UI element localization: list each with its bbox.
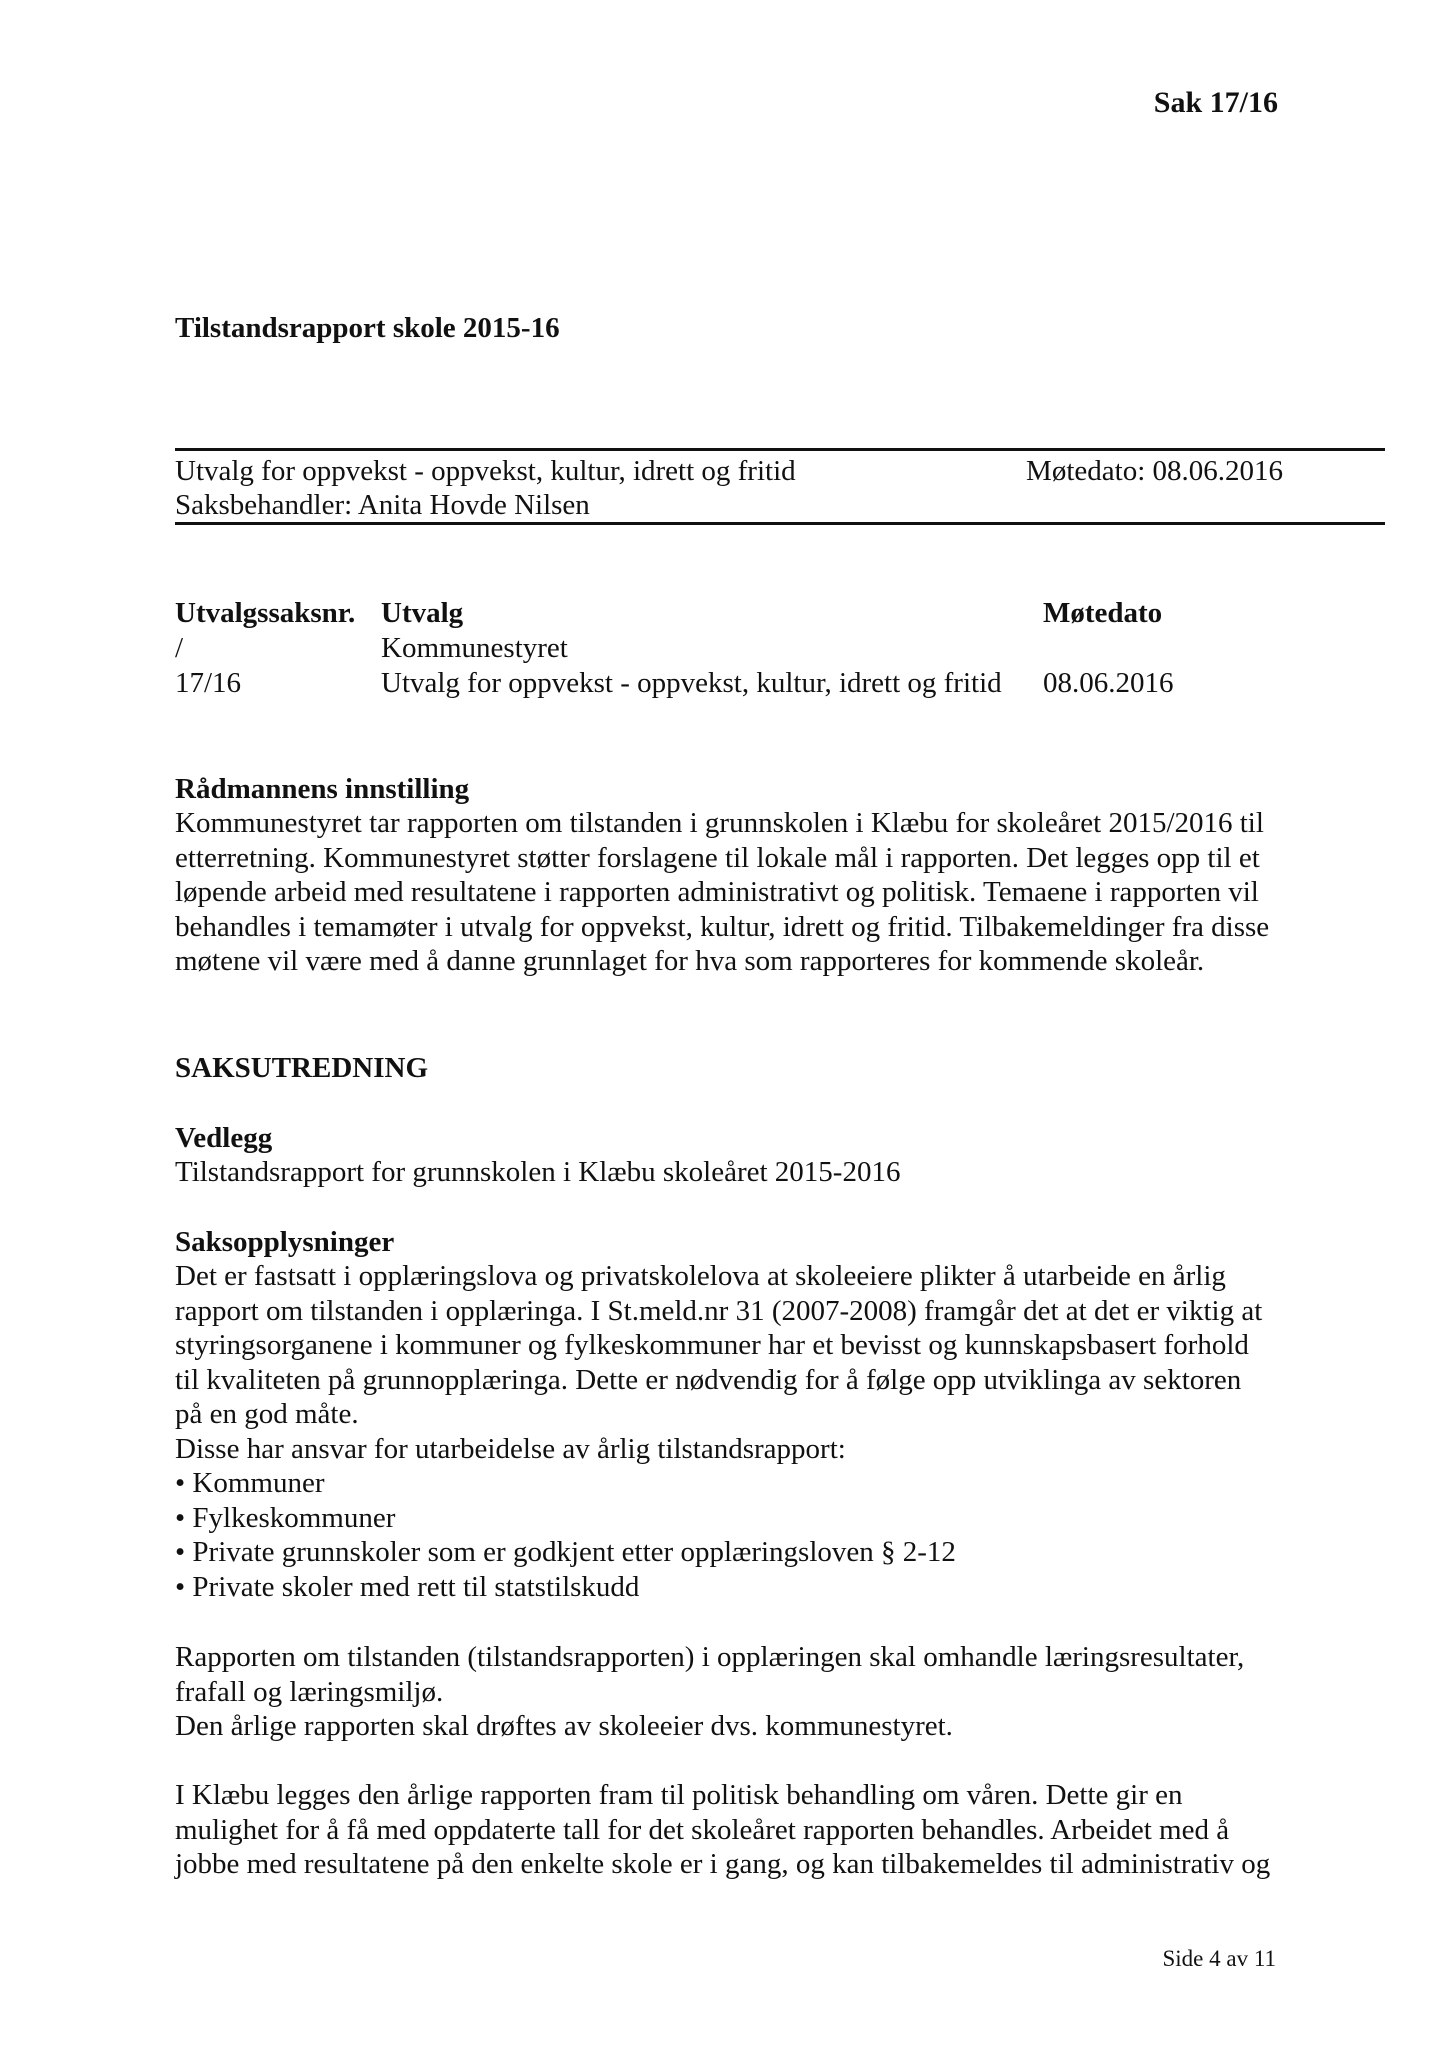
list-item: • Private skoler med rett til statstilskudd [175, 1570, 640, 1603]
text-line: møtene vil være med å danne grunnlaget for hva som rapporteres for kommende skoleår. [175, 945, 1205, 977]
table-header-date: Møtedato [1043, 597, 1163, 629]
text-line: Rapporten om tilstanden (tilstandsrapporten) i opplæringen skal omhandle læringsresultater, [175, 1641, 1245, 1673]
bottom-rule [175, 522, 1385, 525]
case-info-paragraph-3 [175, 1778, 1270, 1882]
text-line: rapport om tilstanden i opplæringa. I St.meld.nr 31 (2007-2008) framgår det at det er viktig at [175, 1294, 1263, 1327]
list-item: • Private grunnskoler som er godkjent etter opplæringsloven § 2-12 [175, 1536, 956, 1568]
committee-name: Utvalg for oppvekst - oppvekst, kultur, idrett og fritid [175, 455, 796, 487]
text-line: jobbe med resultatene på den enkelte skole er i gang, og kan tilbakemeldes til administrativ og [175, 1848, 1271, 1880]
case-info-paragraph-2 [175, 1640, 1244, 1744]
text-line: behandles i temamøter i utvalg for oppvekst, kultur, idrett og fritid. Tilbakemeldinger fra disse [175, 910, 1270, 943]
attachment-item: Tilstandsrapport for grunnskolen i Klæbu skoleåret 2015-2016 [175, 1156, 901, 1188]
list-item: • Fylkeskommuner [175, 1501, 396, 1534]
text-line: mulighet for å få med oppdaterte tall for det skoleåret rapporten behandles. Arbeidet med å [175, 1813, 1230, 1846]
recommendation-heading: Rådmannens innstilling [175, 773, 470, 805]
text-line: I Klæbu legges den årlige rapporten fram til politisk behandling om våren. Dette gir en [175, 1779, 1183, 1811]
case-reference: Sak 17/16 [1153, 86, 1278, 119]
text-line: Det er fastsatt i opplæringslova og privatskolelova at skoleeiere plikter å utarbeide en årlig [175, 1260, 1226, 1292]
table-header-case-no: Utvalgssaksnr. [175, 597, 356, 629]
table-cell: 17/16 [175, 667, 242, 699]
text-line: Den årlige rapporten skal drøftes av skoleeier dvs. kommunestyret. [175, 1710, 953, 1742]
text-line: styringsorganene i kommuner og fylkeskommuner har et bevisst og kunnskapsbasert forhold [175, 1329, 1249, 1361]
recommendation-text [175, 806, 1269, 979]
table-cell: 08.06.2016 [1043, 667, 1174, 699]
text-line: løpende arbeid med resultatene i rapporten administrativt og politisk. Temaene i rapporten vil [175, 876, 1259, 908]
meeting-date: Møtedato: 08.06.2016 [1026, 455, 1283, 487]
top-rule [175, 448, 1385, 451]
table-cell: / [175, 632, 184, 664]
case-officer: Saksbehandler: Anita Hovde Nilsen [175, 489, 590, 521]
table-header-committee: Utvalg [381, 597, 464, 629]
list-item: • Kommuner [175, 1467, 325, 1499]
case-info-text [175, 1259, 1262, 1604]
table-cell: Utvalg for oppvekst - oppvekst, kultur, idrett og fritid [381, 667, 1002, 699]
table-cell: Kommunestyret [381, 632, 568, 664]
document-title: Tilstandsrapport skole 2015-16 [175, 312, 560, 344]
text-line: frafall og læringsmiljø. [175, 1675, 444, 1708]
case-info-heading: Saksopplysninger [175, 1226, 395, 1258]
attachments-heading: Vedlegg [175, 1122, 273, 1154]
text-line: på en god måte. [175, 1398, 359, 1430]
section-heading: SAKSUTREDNING [175, 1052, 428, 1084]
text-line: Disse har ansvar for utarbeidelse av årlig tilstandsrapport: [175, 1432, 846, 1465]
text-line: Kommunestyret tar rapporten om tilstanden i grunnskolen i Klæbu for skoleåret 2015/2016 til [175, 807, 1264, 839]
text-line: til kvaliteten på grunnopplæringa. Dette er nødvendig for å følge opp utviklinga av sektoren [175, 1363, 1242, 1396]
page-number: Side 4 av 11 [1162, 1946, 1276, 1971]
text-line: etterretning. Kommunestyret støtter forslagene til lokale mål i rapporten. Det legges opp til et [175, 841, 1260, 874]
